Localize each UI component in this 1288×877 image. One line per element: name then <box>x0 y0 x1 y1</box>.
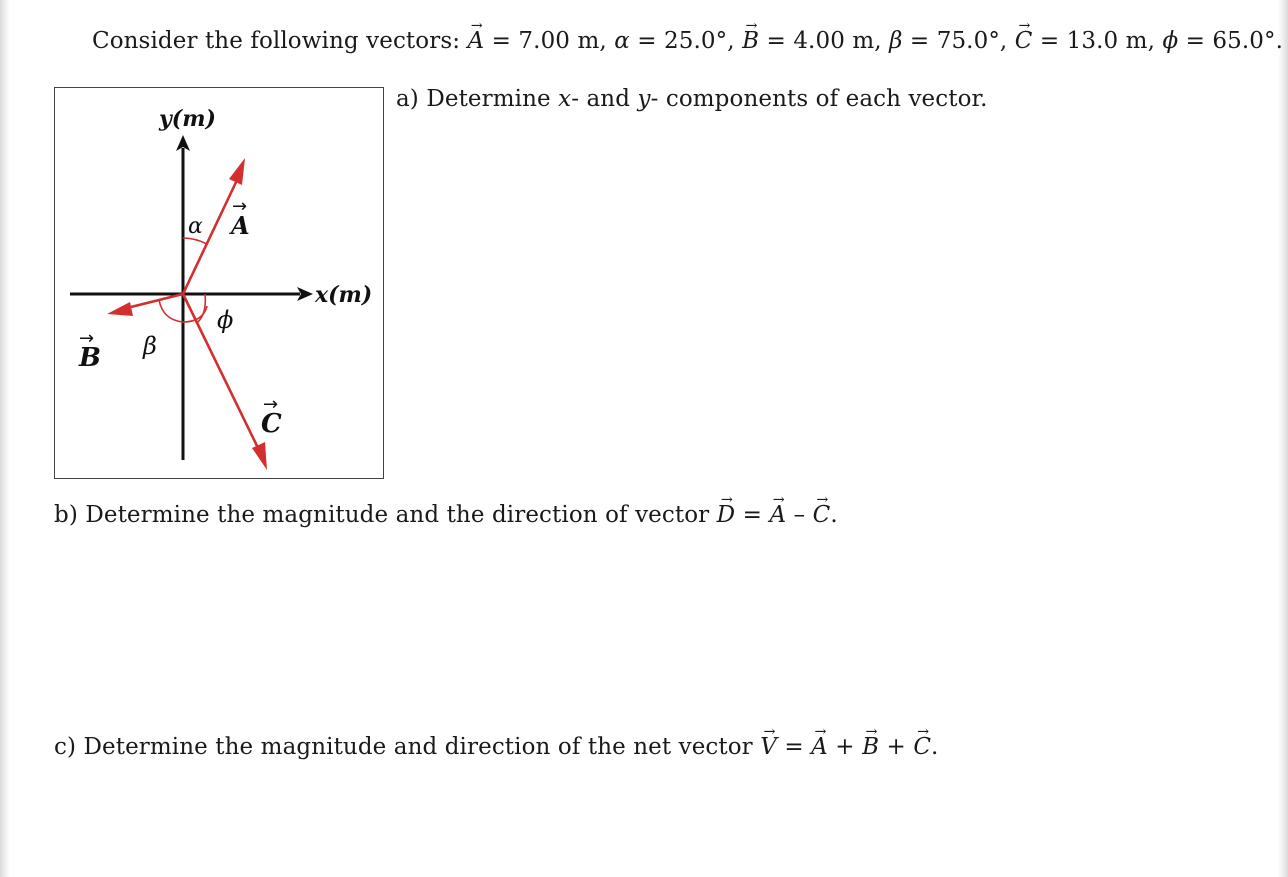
alpha-symbol: α <box>614 28 630 54</box>
question-c-vector-b: → B <box>862 734 879 760</box>
vector-b-label-arrow: → <box>79 328 95 349</box>
x-axis-label: x(m) <box>315 282 373 308</box>
question-a-x-var: x <box>558 86 572 112</box>
question-c-eq: = <box>784 734 804 760</box>
vector-c-label-arrow: → <box>263 394 279 415</box>
question-a <box>396 86 988 112</box>
vector-c-value: = 13.0 m, <box>1039 28 1156 54</box>
vector-a-symbol: → A <box>468 28 485 54</box>
vector-b-label: B <box>79 343 101 373</box>
vector-a-arrowhead <box>229 158 245 185</box>
vector-d-symbol: → D <box>717 502 736 528</box>
beta-value: = 75.0°, <box>909 28 1008 54</box>
question-a-mid: - and <box>571 86 631 112</box>
question-b-minus: – <box>793 502 806 528</box>
vector-a-label-arrow: → <box>232 196 248 217</box>
phi-symbol: ϕ <box>1162 28 1179 54</box>
vector-c-symbol: → C <box>1015 28 1033 54</box>
question-a-text-end: - components of each vector. <box>650 86 988 112</box>
question-c-vector-a: → A <box>811 734 828 760</box>
vector-diagram <box>54 87 384 479</box>
vector-a-value: = 7.00 m, <box>491 28 607 54</box>
question-b-end: . <box>830 502 838 528</box>
vector-b-symbol: → B <box>742 28 759 54</box>
phi-label: ϕ <box>217 306 234 334</box>
question-b-vector-c: → C <box>813 502 831 528</box>
question-a-y-var: y <box>637 86 651 112</box>
beta-label: β <box>143 332 157 360</box>
alpha-label: α <box>188 214 203 239</box>
vector-b-arrow <box>127 294 183 308</box>
problem-statement <box>92 28 1283 54</box>
question-b-vector-a: → A <box>769 502 786 528</box>
beta-symbol: β <box>889 28 903 54</box>
question-b-eq: = <box>742 502 763 528</box>
vector-c-label: C <box>261 409 282 439</box>
vector-diagram-svg <box>55 88 385 480</box>
question-c-end: . <box>931 734 939 760</box>
question-c-plus-2: + <box>886 734 906 760</box>
page-shadow-right <box>1278 0 1288 877</box>
question-c-vector-c: → C <box>913 734 931 760</box>
question-a-marker: a) <box>396 86 419 112</box>
question-b-text: Determine the magnitude and the direction of vector <box>85 502 710 528</box>
alpha-value: = 25.0°, <box>637 28 735 54</box>
question-b-marker: b) <box>54 502 78 528</box>
question-c <box>54 734 938 760</box>
question-c-marker: c) <box>54 734 77 760</box>
intro-prefix: Consider the following vectors: <box>92 28 461 54</box>
vector-a-label: A <box>231 211 250 240</box>
vector-c-arrowhead <box>252 442 267 470</box>
question-b <box>54 502 838 528</box>
question-c-text: Determine the magnitude and direction of the net vector <box>83 734 753 760</box>
page-shadow-left <box>0 0 10 877</box>
y-axis-label: y(m) <box>159 106 216 132</box>
phi-value: = 65.0°. <box>1185 28 1284 54</box>
question-a-text-start: Determine <box>426 86 551 112</box>
question-c-plus-1: + <box>835 734 855 760</box>
vector-v-symbol: → V <box>760 734 777 760</box>
vector-b-value: = 4.00 m, <box>766 28 882 54</box>
vector-b-arrowhead <box>107 302 133 316</box>
